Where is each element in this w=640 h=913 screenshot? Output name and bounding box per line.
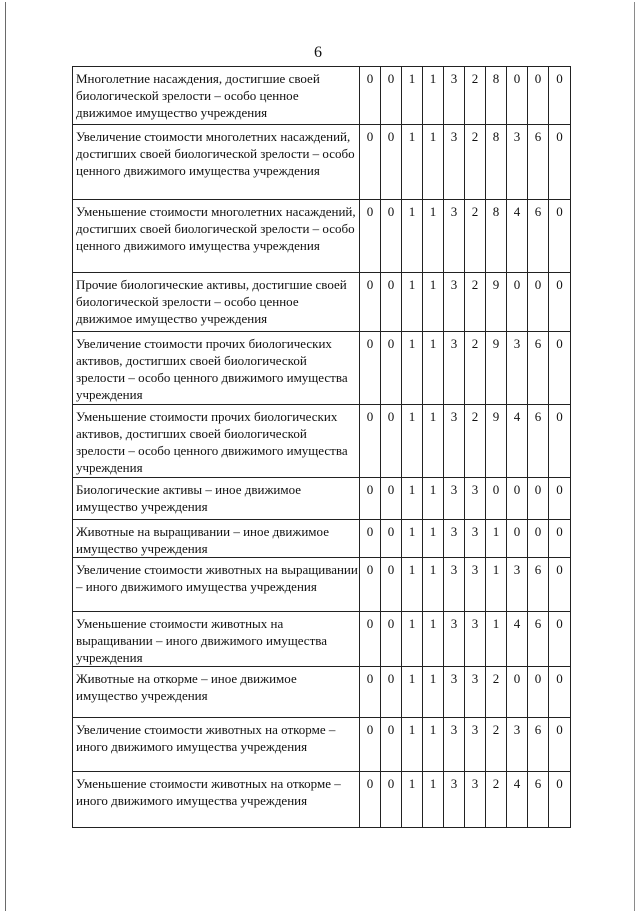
code-digit-cell: 1 [402, 67, 423, 125]
code-digit-cell: 3 [444, 667, 465, 718]
code-digit-cell: 6 [528, 718, 549, 772]
code-digit-cell: 1 [402, 667, 423, 718]
code-digit-cell: 3 [465, 612, 486, 667]
code-digit-cell: 3 [507, 718, 528, 772]
code-digit-cell: 1 [423, 772, 444, 828]
code-digit-cell: 1 [423, 667, 444, 718]
code-digit-cell: 0 [381, 612, 402, 667]
code-digit-cell: 3 [507, 125, 528, 200]
code-digit-cell: 1 [402, 772, 423, 828]
table-row [73, 405, 571, 478]
code-digit-cell: 3 [465, 772, 486, 828]
code-digit-cell: 0 [360, 520, 381, 558]
code-digit-cell: 8 [486, 67, 507, 125]
code-digit-cell: 2 [465, 273, 486, 332]
code-digit-cell: 0 [381, 200, 402, 273]
code-digit-cell: 1 [423, 125, 444, 200]
code-digit-cell: 1 [402, 718, 423, 772]
account-codes-table [72, 66, 571, 828]
code-digit-cell: 2 [465, 405, 486, 478]
code-digit-cell: 1 [402, 612, 423, 667]
code-digit-cell: 0 [507, 67, 528, 125]
table-row [73, 772, 571, 828]
page-number: 6 [314, 44, 322, 61]
code-digit-cell: 6 [528, 612, 549, 667]
code-digit-cell: 0 [549, 558, 571, 612]
code-digit-cell: 9 [486, 332, 507, 405]
code-digit-cell: 0 [360, 332, 381, 405]
code-digit-cell: 3 [465, 718, 486, 772]
code-digit-cell: 0 [360, 478, 381, 520]
code-digit-cell: 0 [528, 667, 549, 718]
code-digit-cell: 3 [444, 558, 465, 612]
code-digit-cell: 2 [465, 125, 486, 200]
table-row [73, 273, 571, 332]
code-digit-cell: 0 [549, 200, 571, 273]
code-digit-cell: 6 [528, 772, 549, 828]
table-row [73, 718, 571, 772]
code-digit-cell: 0 [507, 273, 528, 332]
code-digit-cell: 0 [507, 478, 528, 520]
code-digit-cell: 0 [381, 273, 402, 332]
code-digit-cell: 3 [465, 520, 486, 558]
code-digit-cell: 0 [507, 667, 528, 718]
code-digit-cell: 0 [381, 125, 402, 200]
code-digit-cell: 0 [549, 612, 571, 667]
code-digit-cell: 0 [381, 667, 402, 718]
row-description: Уменьшение стоимости многолетних насаждений, достигших своей биологической зрелости – особо ценного движимого имущества учреждения [73, 200, 360, 273]
code-digit-cell: 9 [486, 405, 507, 478]
table-row [73, 520, 571, 558]
code-digit-cell: 3 [444, 478, 465, 520]
code-digit-cell: 1 [402, 478, 423, 520]
code-digit-cell: 6 [528, 125, 549, 200]
code-digit-cell: 3 [444, 520, 465, 558]
code-digit-cell: 4 [507, 200, 528, 273]
table-row [73, 200, 571, 273]
code-digit-cell: 1 [423, 67, 444, 125]
code-digit-cell: 3 [444, 405, 465, 478]
code-digit-cell: 3 [444, 200, 465, 273]
code-digit-cell: 0 [360, 667, 381, 718]
row-description: Уменьшение стоимости животных на выращивании – иного движимого имущества учреждения [73, 612, 360, 667]
code-digit-cell: 1 [423, 478, 444, 520]
code-digit-cell: 0 [360, 125, 381, 200]
code-digit-cell: 1 [402, 558, 423, 612]
code-digit-cell: 3 [444, 612, 465, 667]
code-digit-cell: 3 [444, 772, 465, 828]
code-digit-cell: 0 [360, 718, 381, 772]
code-digit-cell: 1 [423, 718, 444, 772]
code-digit-cell: 0 [381, 478, 402, 520]
row-description: Уменьшение стоимости прочих биологических активов, достигших своей биологической зрелости – особо ценного движимого имущества учреждения [73, 405, 360, 478]
code-digit-cell: 0 [528, 478, 549, 520]
row-description: Увеличение стоимости животных на откорме – иного движимого имущества учреждения [73, 718, 360, 772]
code-digit-cell: 0 [360, 772, 381, 828]
code-digit-cell: 3 [444, 67, 465, 125]
code-digit-cell: 0 [360, 273, 381, 332]
code-digit-cell: 0 [381, 405, 402, 478]
code-digit-cell: 8 [486, 125, 507, 200]
code-digit-cell: 1 [402, 520, 423, 558]
table-row [73, 667, 571, 718]
code-digit-cell: 0 [528, 520, 549, 558]
code-digit-cell: 0 [549, 667, 571, 718]
code-digit-cell: 3 [465, 558, 486, 612]
table-row [73, 332, 571, 405]
code-digit-cell: 1 [423, 520, 444, 558]
code-digit-cell: 0 [360, 558, 381, 612]
code-digit-cell: 0 [549, 67, 571, 125]
code-digit-cell: 0 [549, 125, 571, 200]
code-digit-cell: 3 [444, 718, 465, 772]
code-digit-cell: 0 [528, 67, 549, 125]
code-digit-cell: 4 [507, 772, 528, 828]
code-digit-cell: 2 [465, 332, 486, 405]
code-digit-cell: 6 [528, 200, 549, 273]
code-digit-cell: 0 [360, 612, 381, 667]
code-digit-cell: 0 [549, 273, 571, 332]
code-digit-cell: 8 [486, 200, 507, 273]
row-description: Прочие биологические активы, достигшие своей биологической зрелости – особо ценное движимое имущество учреждения [73, 273, 360, 332]
code-digit-cell: 3 [444, 273, 465, 332]
code-digit-cell: 4 [507, 405, 528, 478]
code-digit-cell: 3 [465, 667, 486, 718]
table-row [73, 125, 571, 200]
code-digit-cell: 1 [423, 200, 444, 273]
code-digit-cell: 0 [381, 772, 402, 828]
code-digit-cell: 6 [528, 332, 549, 405]
code-digit-cell: 3 [507, 558, 528, 612]
row-description: Увеличение стоимости многолетних насаждений, достигших своей биологической зрелости – особо ценного движимого имущества учреждения [73, 125, 360, 200]
code-digit-cell: 6 [528, 405, 549, 478]
code-digit-cell: 3 [444, 125, 465, 200]
code-digit-cell: 0 [381, 67, 402, 125]
code-digit-cell: 1 [423, 558, 444, 612]
code-digit-cell: 1 [423, 273, 444, 332]
row-description: Животные на откорме – иное движимое имущество учреждения [73, 667, 360, 718]
code-digit-cell: 0 [381, 332, 402, 405]
code-digit-cell: 3 [444, 332, 465, 405]
code-digit-cell: 2 [486, 667, 507, 718]
code-digit-cell: 0 [549, 405, 571, 478]
table-row [73, 478, 571, 520]
code-digit-cell: 1 [486, 558, 507, 612]
code-digit-cell: 1 [423, 405, 444, 478]
code-digit-cell: 0 [549, 520, 571, 558]
row-description: Многолетние насаждения, достигшие своей биологической зрелости – особо ценное движимое имущество учреждения [73, 67, 360, 125]
code-digit-cell: 1 [402, 332, 423, 405]
code-digit-cell: 2 [486, 772, 507, 828]
table-row [73, 558, 571, 612]
code-digit-cell: 1 [402, 405, 423, 478]
code-digit-cell: 1 [423, 332, 444, 405]
code-digit-cell: 1 [402, 125, 423, 200]
code-digit-cell: 0 [549, 478, 571, 520]
row-description: Животные на выращивании – иное движимое имущество учреждения [73, 520, 360, 558]
code-digit-cell: 0 [528, 273, 549, 332]
code-digit-cell: 0 [381, 718, 402, 772]
code-digit-cell: 1 [486, 612, 507, 667]
code-digit-cell: 1 [486, 520, 507, 558]
row-description: Уменьшение стоимости животных на откорме – иного движимого имущества учреждения [73, 772, 360, 828]
code-digit-cell: 3 [465, 478, 486, 520]
code-digit-cell: 0 [549, 772, 571, 828]
table-row [73, 67, 571, 125]
code-digit-cell: 2 [486, 718, 507, 772]
code-digit-cell: 0 [507, 520, 528, 558]
row-description: Биологические активы – иное движимое имущество учреждения [73, 478, 360, 520]
table-row [73, 612, 571, 667]
code-digit-cell: 0 [381, 520, 402, 558]
code-digit-cell: 2 [465, 200, 486, 273]
code-digit-cell: 0 [549, 718, 571, 772]
row-description: Увеличение стоимости прочих биологических активов, достигших своей биологической зрелости – особо ценного движимого имущества учреждения [73, 332, 360, 405]
code-digit-cell: 1 [423, 612, 444, 667]
code-digit-cell: 0 [549, 332, 571, 405]
code-digit-cell: 0 [360, 405, 381, 478]
code-digit-cell: 6 [528, 558, 549, 612]
code-digit-cell: 4 [507, 612, 528, 667]
code-digit-cell: 2 [465, 67, 486, 125]
code-digit-cell: 3 [507, 332, 528, 405]
code-digit-cell: 0 [360, 200, 381, 273]
code-digit-cell: 1 [402, 200, 423, 273]
code-digit-cell: 9 [486, 273, 507, 332]
code-digit-cell: 0 [381, 558, 402, 612]
code-digit-cell: 1 [402, 273, 423, 332]
code-digit-cell: 0 [360, 67, 381, 125]
row-description: Увеличение стоимости животных на выращивании – иного движимого имущества учреждения [73, 558, 360, 612]
code-digit-cell: 0 [486, 478, 507, 520]
